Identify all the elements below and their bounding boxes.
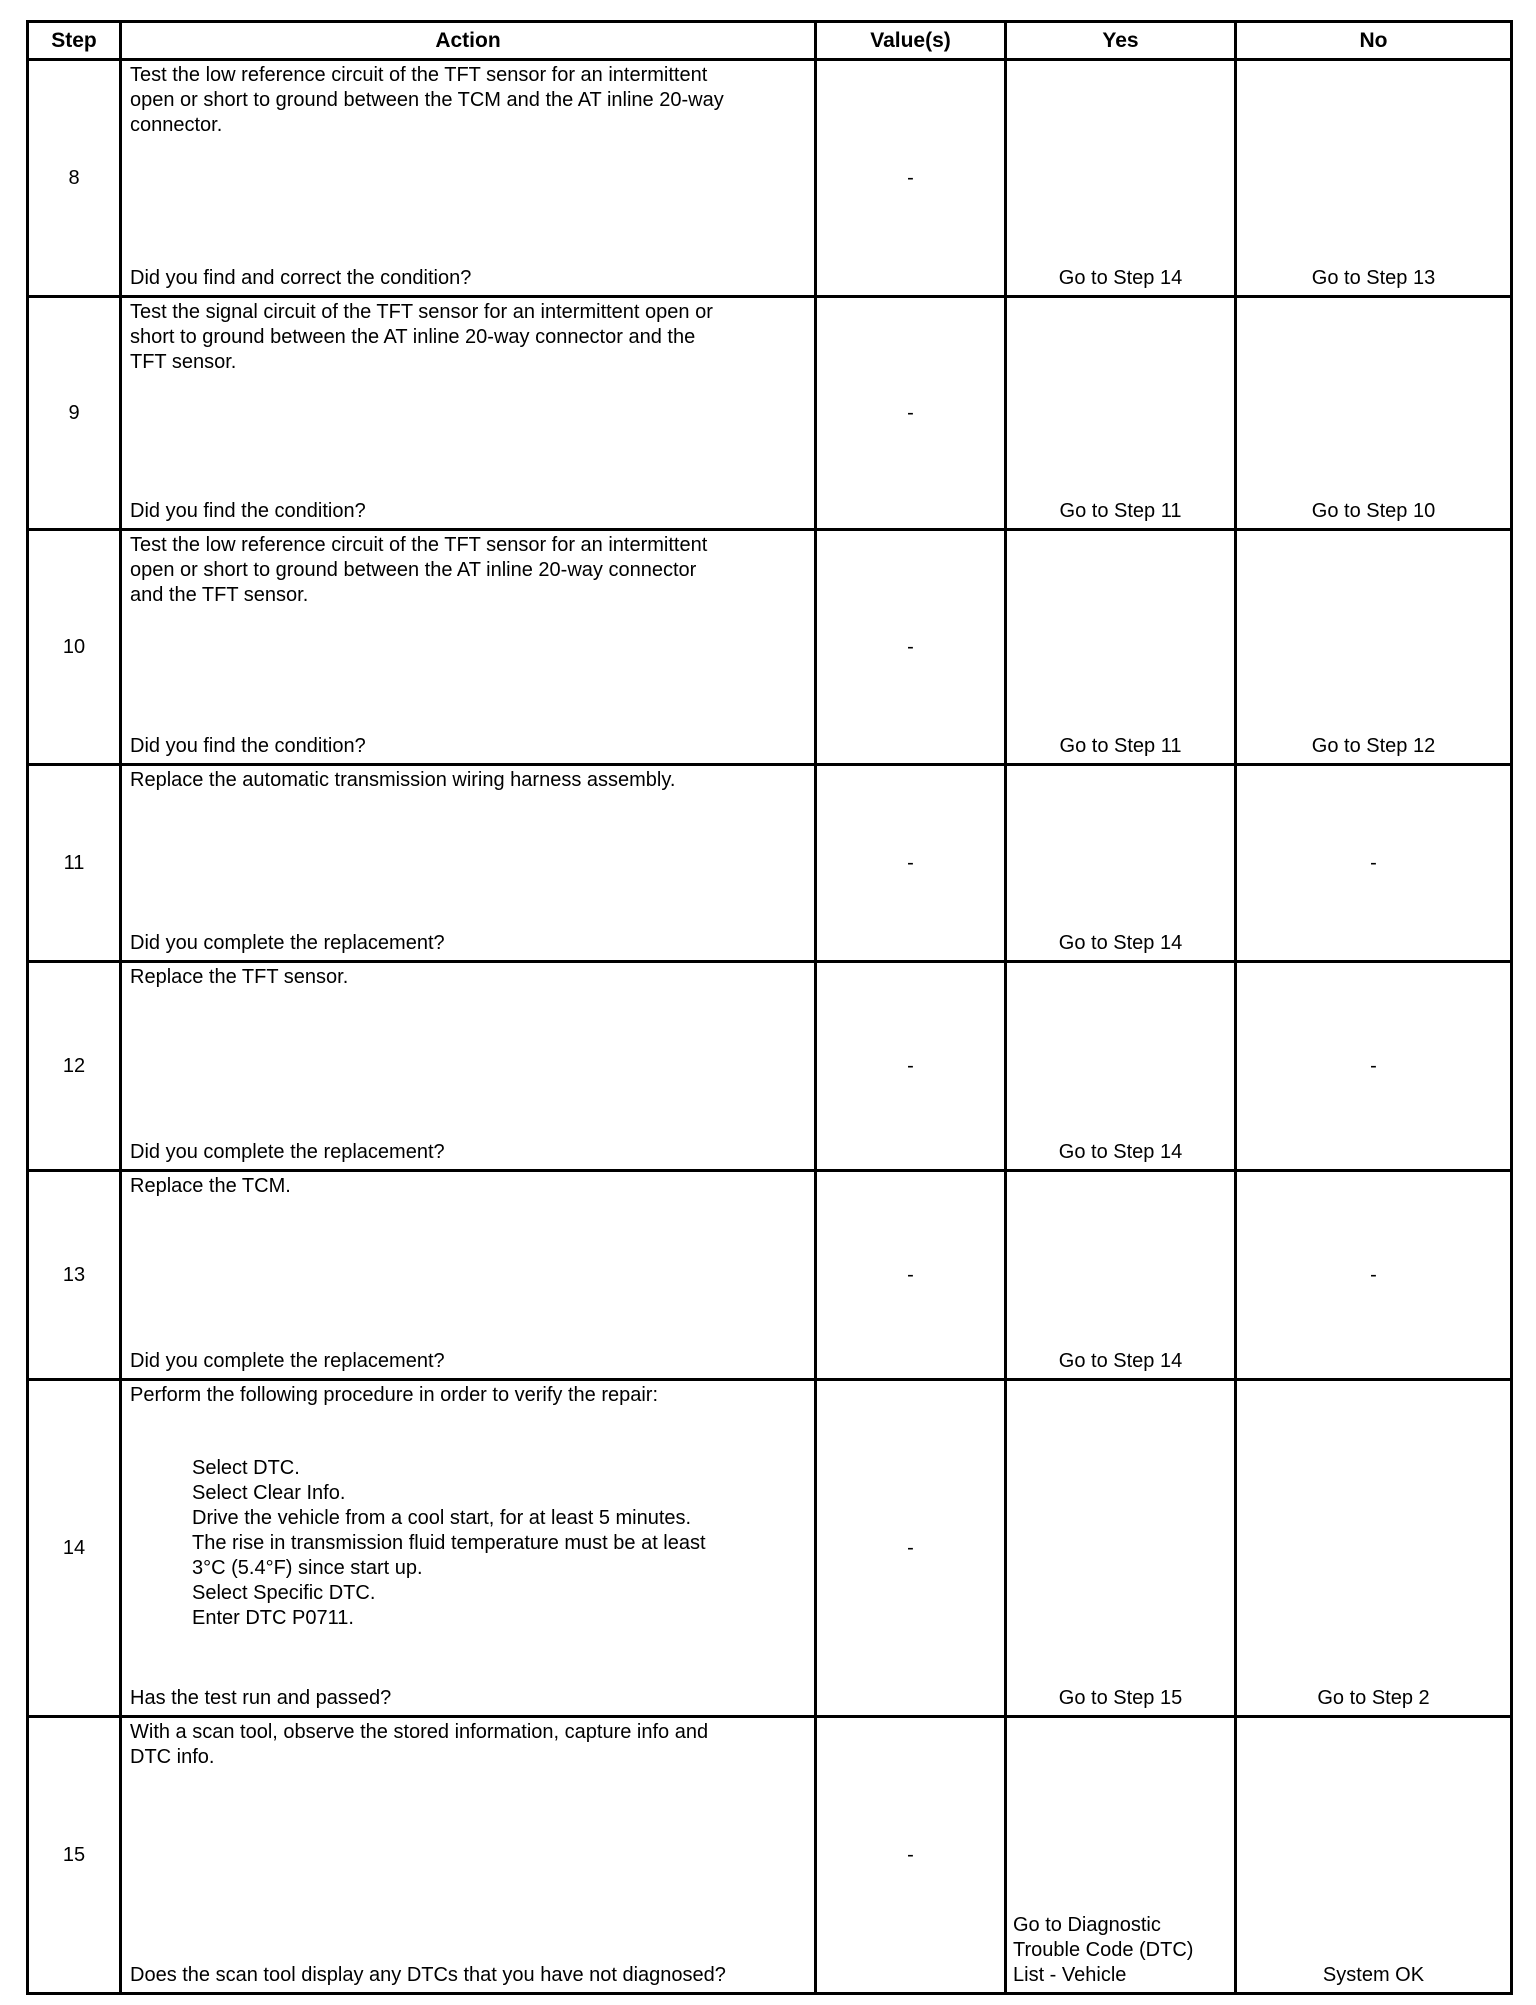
action-list-item: Drive the vehicle from a cool start, for at least 5 minutes. The rise in transmission fluid temperature must be at least 3°C (5.4°F) since start up. [192, 1507, 706, 1579]
action-question: Did you find and correct the condition? [130, 267, 472, 289]
yes-cell [1006, 1380, 1236, 1717]
value-cell-content [817, 298, 1004, 528]
action-top [130, 965, 804, 990]
value-text: - [907, 851, 914, 874]
value-cell [816, 530, 1006, 765]
action-list-item: Enter DTC P0711. [192, 1607, 354, 1629]
yes-cell [1006, 60, 1236, 297]
no-text: - [1370, 1054, 1377, 1077]
value-text: - [907, 1843, 914, 1866]
column-header-values: Value(s) [816, 22, 1006, 60]
no-cell-content [1237, 61, 1510, 295]
action-cell-content [122, 531, 814, 763]
value-cell [816, 962, 1006, 1171]
value-cell-content [817, 1172, 1004, 1378]
action-question: Did you find the condition? [130, 500, 366, 522]
column-header-step: Step [28, 22, 121, 60]
no-cell [1236, 60, 1512, 297]
step-number-cell [28, 60, 121, 297]
value-cell-content [817, 1381, 1004, 1715]
action-text: Replace the TFT sensor. [130, 966, 349, 988]
action-question: Did you find the condition? [130, 735, 366, 757]
no-cell [1236, 962, 1512, 1171]
action-text: Perform the following procedure in order to verify the repair: [130, 1384, 659, 1406]
value-cell-content [817, 1718, 1004, 1992]
value-cell [816, 60, 1006, 297]
yes-cell-content [1007, 1718, 1234, 1992]
yes-text: Go to Step 14 [1058, 1350, 1183, 1372]
no-cell [1236, 530, 1512, 765]
no-text: System OK [1322, 1964, 1425, 1986]
action-list [130, 1456, 734, 1631]
no-cell [1236, 297, 1512, 530]
step-number-cell [28, 765, 121, 962]
action-question: Did you complete the replacement? [130, 932, 445, 954]
action-cell-content [122, 963, 814, 1169]
value-text: - [907, 166, 914, 189]
action-question: Did you complete the replacement? [130, 1141, 445, 1163]
yes-text: Go to Step 15 [1058, 1687, 1183, 1709]
no-cell-content [1237, 298, 1510, 528]
table-row [28, 1380, 1512, 1717]
value-cell [816, 765, 1006, 962]
step-number: 11 [63, 851, 85, 874]
step-number-cell [28, 297, 121, 530]
yes-cell-content [1007, 531, 1234, 763]
action-text: Test the signal circuit of the TFT sensor for an intermittent open or short to ground between the AT inline 20-way connector and the TFT sensor. [130, 301, 713, 373]
action-list-item: Select Clear Info. [192, 1482, 346, 1504]
step-number: 14 [62, 1536, 86, 1559]
step-number: 8 [68, 166, 80, 189]
no-text: Go to Step 10 [1311, 500, 1436, 522]
action-question: Has the test run and passed? [130, 1687, 392, 1709]
table-row [28, 60, 1512, 297]
action-text: With a scan tool, observe the stored information, capture info and DTC info. [130, 1721, 709, 1768]
no-text: - [1370, 851, 1377, 874]
action-list-item: Select Specific DTC. [192, 1582, 376, 1604]
step-number: 12 [62, 1054, 86, 1077]
no-text: Go to Step 12 [1311, 735, 1436, 757]
yes-cell [1006, 1717, 1236, 1994]
value-text: - [907, 1263, 914, 1286]
value-cell-content [817, 766, 1004, 960]
value-cell [816, 1717, 1006, 1994]
action-list-item: Select DTC. [192, 1457, 300, 1479]
yes-cell [1006, 530, 1236, 765]
action-cell [121, 1717, 816, 1994]
no-cell [1236, 765, 1512, 962]
yes-text: Go to Diagnostic Trouble Code (DTC) List - Vehicle [1013, 1914, 1194, 1986]
table-row [28, 765, 1512, 962]
yes-cell-content [1007, 1381, 1234, 1715]
yes-cell [1006, 962, 1236, 1171]
yes-text: Go to Step 11 [1059, 735, 1182, 757]
action-cell [121, 60, 816, 297]
value-text: - [907, 635, 914, 658]
value-cell [816, 1171, 1006, 1380]
yes-cell [1006, 297, 1236, 530]
no-cell-content [1237, 963, 1510, 1169]
header-row [28, 22, 1512, 60]
action-cell-content [122, 1381, 814, 1715]
no-cell [1236, 1171, 1512, 1380]
step-number: 13 [62, 1263, 86, 1286]
action-text: Test the low reference circuit of the TFT sensor for an intermittent open or short to ground between the TCM and the AT inline 20-way connector. [130, 64, 724, 136]
action-top [130, 1174, 804, 1199]
action-cell-content [122, 1718, 814, 1992]
action-top [130, 63, 804, 138]
column-header-no: No [1236, 22, 1512, 60]
action-text: Replace the automatic transmission wiring harness assembly. [130, 769, 676, 791]
yes-text: Go to Step 14 [1058, 1141, 1183, 1163]
value-cell-content [817, 531, 1004, 763]
no-cell-content [1237, 766, 1510, 960]
no-cell [1236, 1717, 1512, 1994]
no-cell-content [1237, 1172, 1510, 1378]
yes-cell [1006, 1171, 1236, 1380]
diagnostic-table [26, 20, 1513, 1995]
action-top [130, 768, 804, 793]
action-cell [121, 1171, 816, 1380]
yes-text: Go to Step 14 [1058, 932, 1183, 954]
action-text: Replace the TCM. [130, 1175, 291, 1197]
no-text: Go to Step 2 [1317, 1687, 1430, 1709]
action-cell [121, 1380, 816, 1717]
step-number: 10 [62, 635, 86, 658]
table-row [28, 1171, 1512, 1380]
yes-text: Go to Step 14 [1058, 267, 1183, 289]
action-top [130, 300, 804, 375]
no-cell-content [1237, 1718, 1510, 1992]
action-cell-content [122, 298, 814, 528]
no-text: Go to Step 13 [1311, 267, 1436, 289]
action-question: Did you complete the replacement? [130, 1350, 445, 1372]
step-number-cell [28, 962, 121, 1171]
value-cell-content [817, 963, 1004, 1169]
no-cell [1236, 1380, 1512, 1717]
action-cell-content [122, 1172, 814, 1378]
table-row [28, 530, 1512, 765]
value-text: - [907, 1054, 914, 1077]
table-row [28, 297, 1512, 530]
column-header-action: Action [121, 22, 816, 60]
table-body [28, 60, 1512, 1994]
step-number-cell [28, 530, 121, 765]
table-row [28, 962, 1512, 1171]
action-top [130, 1720, 804, 1770]
action-cell [121, 765, 816, 962]
action-cell [121, 297, 816, 530]
yes-cell-content [1007, 298, 1234, 528]
value-text: - [907, 1536, 914, 1559]
table-row [28, 1717, 1512, 1994]
yes-cell-content [1007, 766, 1234, 960]
yes-text: Go to Step 11 [1059, 500, 1182, 522]
step-number: 9 [68, 401, 80, 424]
yes-cell [1006, 765, 1236, 962]
action-cell-content [122, 61, 814, 295]
action-top [130, 1383, 804, 1631]
action-question: Does the scan tool display any DTCs that you have not diagnosed? [130, 1964, 726, 1986]
value-cell [816, 1380, 1006, 1717]
action-cell-content [122, 766, 814, 960]
no-text: - [1370, 1263, 1377, 1286]
value-cell [816, 297, 1006, 530]
step-number-cell [28, 1171, 121, 1380]
yes-cell-content [1007, 963, 1234, 1169]
action-cell [121, 962, 816, 1171]
action-cell [121, 530, 816, 765]
no-cell-content [1237, 531, 1510, 763]
action-top [130, 533, 804, 608]
yes-cell-content [1007, 1172, 1234, 1378]
action-text: Test the low reference circuit of the TFT sensor for an intermittent open or short to ground between the AT inline 20-way connector and the TFT sensor. [130, 534, 708, 606]
step-number-cell [28, 1380, 121, 1717]
step-number-cell [28, 1717, 121, 1994]
step-number: 15 [62, 1843, 86, 1866]
no-cell-content [1237, 1381, 1510, 1715]
value-cell-content [817, 61, 1004, 295]
value-text: - [907, 401, 914, 424]
column-header-yes: Yes [1006, 22, 1236, 60]
yes-cell-content [1007, 61, 1234, 295]
